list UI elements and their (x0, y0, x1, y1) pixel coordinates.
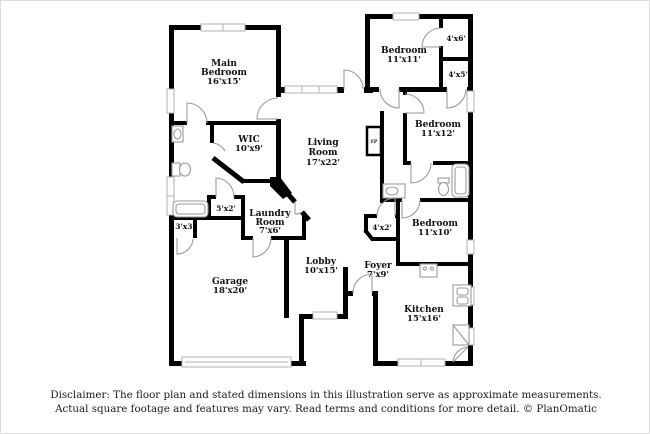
room-label-living-room: Room (308, 148, 338, 158)
room-dims-closet-5x2: 5'x2' (216, 204, 236, 213)
door-arc (405, 94, 424, 113)
room-dims-bedroom-11x12: 11'x12' (421, 129, 455, 139)
window (285, 86, 337, 93)
door-arc (213, 143, 225, 151)
room-label-laundry: Laundry (249, 209, 291, 219)
room-label-garage: Garage (211, 277, 249, 287)
door-arc (411, 163, 431, 183)
door-arc (402, 200, 420, 218)
room-dims-bedroom-11x10: 11'x10' (418, 228, 452, 238)
room-label-laundry: Room (255, 218, 285, 228)
room-label-bedroom-11x10: Bedroom (412, 219, 458, 229)
room-dims-living-room: 17'x22' (306, 158, 340, 168)
room-dims-closet-4x5: 4'x5' (448, 70, 468, 79)
disclaimer-line-2: Actual square footage and features may vary. Read terms and conditions for more detail. © PlanOmatic (55, 402, 597, 415)
door-arc (216, 178, 234, 197)
window (467, 240, 474, 254)
room-dims-closet-3x3: 3'x3' (175, 222, 195, 231)
room-label-kitchen: Kitchen (404, 305, 444, 315)
room-label-lobby: Lobby (305, 257, 337, 267)
room-dims-closet-4x6: 4'x6' (446, 34, 466, 43)
stove-symbol (420, 264, 437, 277)
window (393, 13, 419, 20)
door-arc (177, 238, 193, 254)
room-dims-main-bedroom: 16'x15' (207, 77, 241, 87)
room-dims-lobby: 10'x15' (304, 266, 338, 276)
door-arc (257, 98, 278, 119)
disclaimer (1, 389, 650, 416)
room-label-living-room: Living (307, 138, 339, 148)
door-arc (380, 89, 399, 108)
room-label-main-bedroom: Bedroom (201, 68, 247, 78)
room-label-bedroom-11x12: Bedroom (415, 120, 461, 130)
floor-plan-svg (1, 1, 650, 434)
door-arc (422, 28, 441, 47)
door-arc (187, 103, 207, 123)
door-arc (447, 89, 466, 108)
fireplace-label: FP (370, 140, 378, 145)
room-dims-closet-4x2: 4'x2' (372, 223, 392, 232)
room-dims-garage: 18'x20' (213, 286, 247, 296)
room-dims-bedroom-11x11: 11'x11' (387, 55, 421, 65)
disclaimer-line-1: Disclaimer: The floor plan and stated dimensions in this illustration serve as approximate measurements. (50, 389, 602, 401)
door-arc (295, 202, 302, 214)
room-dims-kitchen: 15'x16' (407, 314, 441, 324)
room-dims-foyer: 7'x9' (366, 270, 390, 280)
room-label-wic: WIC (238, 135, 260, 145)
room-label-main-bedroom: Main (211, 59, 237, 69)
window (467, 91, 474, 112)
window (313, 312, 337, 319)
room-label-bedroom-11x11: Bedroom (381, 46, 427, 56)
toilet-symbol (172, 163, 180, 176)
door-arc (253, 238, 271, 257)
room-label-foyer: Foyer (364, 261, 392, 271)
window (167, 89, 174, 113)
room-dims-wic: 10'x9' (234, 144, 264, 154)
door-arc (453, 347, 468, 362)
room-dims-laundry: 7'x6' (258, 226, 282, 236)
door-arc (344, 70, 363, 89)
